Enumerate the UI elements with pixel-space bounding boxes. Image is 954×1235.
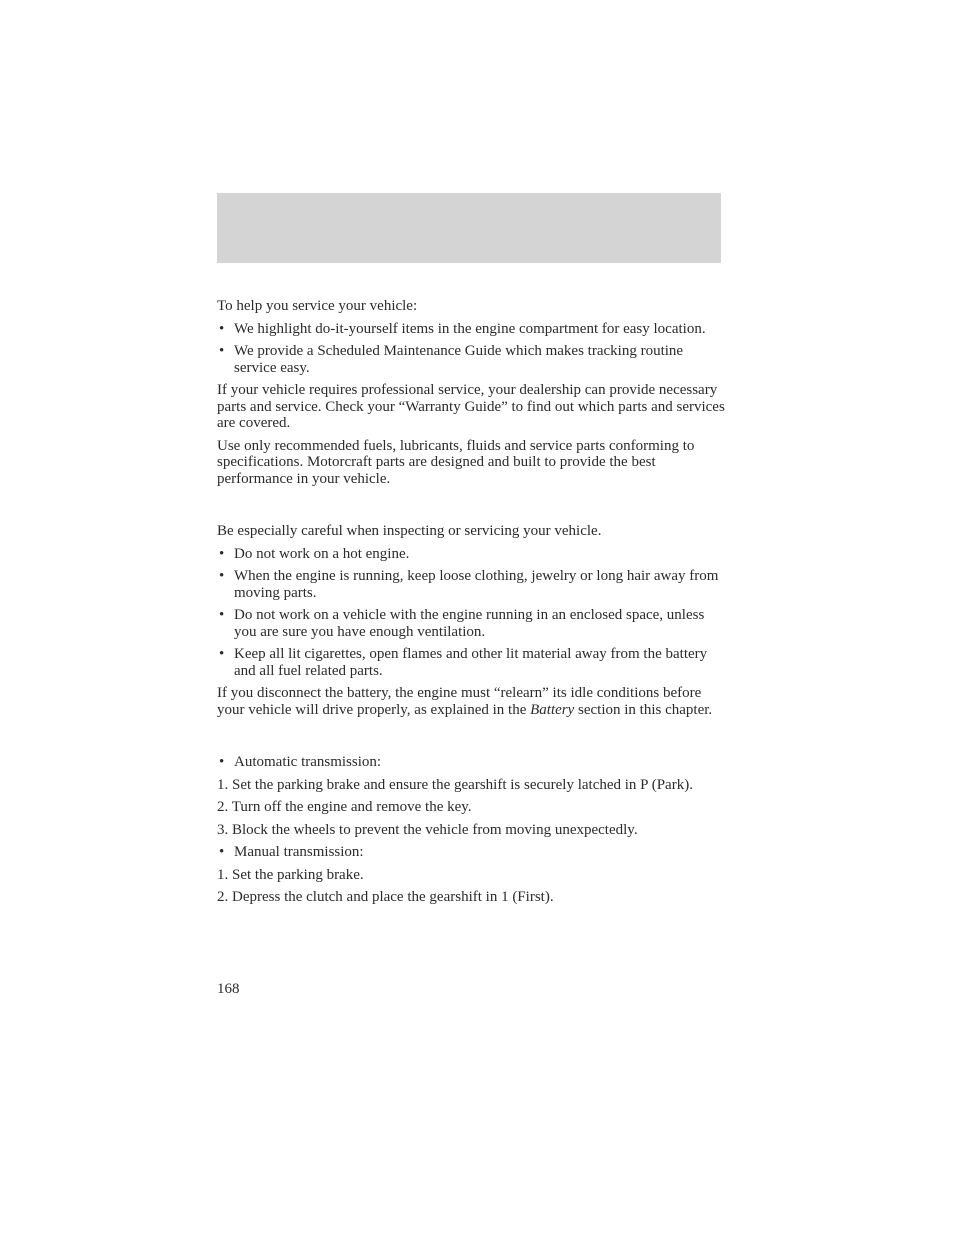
list-item-text: We provide a Scheduled Maintenance Guide which makes tracking routine service easy. (234, 343, 684, 376)
step-item: 3. Block the wheels to prevent the vehicle from moving unexpectedly. (217, 821, 638, 838)
automatic-transmission-label: Automatic transmission: (234, 754, 382, 770)
bullet-icon: • (219, 754, 225, 770)
list-item-text: Keep all lit cigarettes, open flames and other lit material away from the battery and all fuel related parts. (234, 646, 708, 679)
bullet-icon: • (219, 568, 225, 584)
step-item: 2. Turn off the engine and remove the key. (217, 799, 472, 815)
list-item (217, 754, 727, 771)
step-item: 2. Depress the clutch and place the gearshift in 1 (First). (217, 889, 554, 905)
list-item (217, 343, 727, 376)
battery-text-end: section in this chapter. (578, 701, 713, 718)
manual-transmission-label: Manual transmission: (234, 844, 364, 860)
bullet-icon: • (219, 343, 225, 359)
battery-paragraph (217, 685, 727, 718)
list-item-text: When the engine is running, keep loose clothing, jewelry or long hair away from moving parts. (234, 568, 719, 601)
step-item: 1. Set the parking brake and ensure the gearshift is securely latched in P (Park). (217, 776, 693, 793)
battery-reference: Battery (530, 701, 575, 718)
list-item (217, 546, 727, 563)
page-content (217, 298, 727, 912)
list-item (217, 321, 727, 338)
list-item-text: Do not work on a vehicle with the engine running in an enclosed space, unless you are sure you have enough ventilation. (234, 607, 705, 640)
bullet-icon: • (219, 646, 225, 662)
list-item (217, 607, 727, 640)
bullet-icon: • (219, 607, 225, 623)
professional-service-paragraph: If your vehicle requires professional service, your dealership can provide necessary parts and service. Check your “Warranty Guide” to find out which parts and services are covered. (217, 382, 725, 431)
page-number: 168 (217, 981, 240, 997)
battery-text-start: If you disconnect the battery, the engine must “relearn” its idle conditions before your vehicle will drive properly, as explained in the (217, 685, 702, 718)
precautions-intro: Be especially careful when inspecting or servicing your vehicle. (217, 523, 602, 539)
header-bar (217, 193, 721, 263)
bullet-icon: • (219, 320, 225, 337)
bullet-icon: • (219, 545, 225, 562)
list-item (217, 844, 727, 861)
list-item-text: Do not work on a hot engine. (234, 545, 410, 562)
list-item (217, 646, 727, 679)
service-intro: To help you service your vehicle: (217, 298, 418, 314)
bullet-icon: • (219, 844, 225, 860)
step-item: 1. Set the parking brake. (217, 866, 364, 883)
recommended-parts-paragraph: Use only recommended fuels, lubricants, fluids and service parts conforming to specifications. Motorcraft parts are designed and built to provide the best performance in your vehicle. (217, 437, 695, 487)
list-item (217, 568, 727, 601)
list-item-text: We highlight do-it-yourself items in the engine compartment for easy location. (234, 320, 706, 337)
